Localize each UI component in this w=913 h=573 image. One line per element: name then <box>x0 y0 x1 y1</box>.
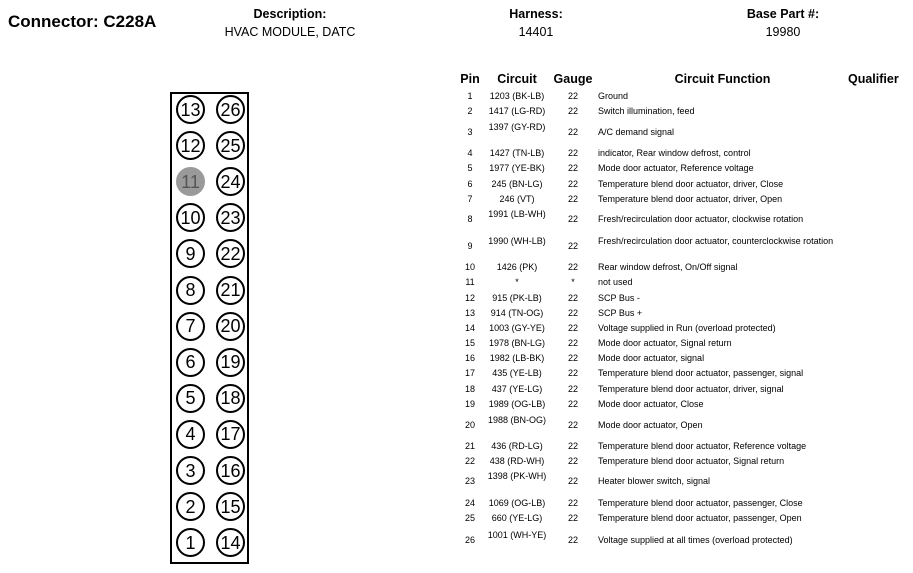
circuit-function: Temperature blend door actuator, passenger, Close <box>598 498 803 508</box>
column-header-pin: Pin <box>460 72 480 86</box>
connector-pin: 17 <box>216 420 245 449</box>
wire-gauge: 22 <box>567 498 578 508</box>
wire-gauge: 22 <box>567 476 578 486</box>
circuit-code: 915 (PK-LB) <box>492 293 542 303</box>
connector-pin: 4 <box>176 420 205 449</box>
wire-gauge: 22 <box>567 368 578 378</box>
wire-gauge: 22 <box>567 384 578 394</box>
pin-number: 12 <box>464 293 475 303</box>
column-header-qualifier: Qualifier <box>848 72 899 86</box>
connector-pin: 19 <box>216 348 245 377</box>
circuit-code: 1989 (OG-LB) <box>488 399 546 409</box>
pin-number: 17 <box>464 368 475 378</box>
pin-number: 11 <box>465 277 475 287</box>
connector-pin: 26 <box>216 95 245 124</box>
circuit-code: 1203 (BK-LB) <box>489 91 545 101</box>
wire-gauge: 22 <box>567 163 578 173</box>
pin-number: 10 <box>464 262 475 272</box>
circuit-function: Temperature blend door actuator, Signal return <box>598 456 785 466</box>
pin-number: 7 <box>467 194 473 204</box>
pin-number: 13 <box>464 308 475 318</box>
wire-gauge: 22 <box>567 399 578 409</box>
connector-pin: 25 <box>216 131 245 160</box>
column-header-circuit: Circuit <box>497 72 537 86</box>
circuit-function: Fresh/recirculation door actuator, clockwise rotation <box>598 214 804 224</box>
circuit-function: Ground <box>598 91 629 101</box>
circuit-code: 1417 (LG-RD) <box>488 106 546 116</box>
circuit-function: Mode door actuator, Reference voltage <box>598 163 754 173</box>
circuit-code: 1991 (LB-WH) <box>488 209 546 219</box>
pin-number: 2 <box>467 106 473 116</box>
circuit-function: A/C demand signal <box>598 127 675 137</box>
harness-value: 14401 <box>518 25 554 39</box>
circuit-code: 914 (TN-OG) <box>490 308 544 318</box>
circuit-code: 1001 (WH-YE) <box>487 530 547 540</box>
circuit-code: 246 (VT) <box>499 194 535 204</box>
circuit-function: Mode door actuator, Open <box>598 420 703 430</box>
pin-number: 5 <box>467 163 473 173</box>
wire-gauge: 22 <box>567 127 578 137</box>
connector-pin: 20 <box>216 312 245 341</box>
circuit-code: 1988 (BN-OG) <box>487 415 547 425</box>
circuit-function: Switch illumination, feed <box>598 106 695 116</box>
wire-gauge: 22 <box>567 441 578 451</box>
circuit-function: SCP Bus - <box>598 293 640 303</box>
circuit-function: not used <box>598 277 633 287</box>
wire-gauge: 22 <box>567 179 578 189</box>
wire-gauge: 22 <box>567 323 578 333</box>
connector-pin: 8 <box>176 276 205 305</box>
connector-pin: 22 <box>216 239 245 268</box>
pin-number: 4 <box>467 148 473 158</box>
connector-pin: 1 <box>176 528 205 557</box>
pin-number: 24 <box>464 498 475 508</box>
wire-gauge: 22 <box>567 148 578 158</box>
connector-pin: 6 <box>176 348 205 377</box>
wire-gauge: 22 <box>567 214 578 224</box>
wire-gauge: 22 <box>567 194 578 204</box>
pin-number: 20 <box>464 420 475 430</box>
circuit-code: 1397 (GY-RD) <box>488 122 546 132</box>
circuit-function: Temperature blend door actuator, passenger, signal <box>598 368 804 378</box>
connector-diagram <box>170 92 249 564</box>
circuit-code: 1069 (OG-LB) <box>488 498 546 508</box>
pin-number: 23 <box>464 476 475 486</box>
connector-title: Connector: C228A <box>8 12 157 31</box>
wire-gauge: 22 <box>567 106 578 116</box>
wire-gauge: 22 <box>567 456 578 466</box>
description-value: HVAC MODULE, DATC <box>224 25 356 39</box>
connector-pin: 12 <box>176 131 205 160</box>
wire-gauge: 22 <box>567 535 578 545</box>
circuit-code: 1003 (GY-YE) <box>489 323 545 333</box>
connector-pin: 23 <box>216 203 245 232</box>
wire-gauge: 22 <box>567 353 578 363</box>
circuit-code: 1426 (PK) <box>496 262 538 272</box>
connector-pin: 9 <box>176 239 205 268</box>
circuit-code: 438 (RD-WH) <box>489 456 545 466</box>
pin-number: 3 <box>467 127 473 137</box>
circuit-function: Temperature blend door actuator, Reference voltage <box>598 441 807 451</box>
circuit-code: 1977 (YE-BK) <box>489 163 545 173</box>
wire-gauge: 22 <box>567 262 578 272</box>
connector-pin: 3 <box>176 456 205 485</box>
circuit-code: * <box>515 277 519 287</box>
circuit-function: indicator, Rear window defrost, control <box>598 148 751 158</box>
base-part-label: Base Part #: <box>746 7 820 21</box>
circuit-function: Mode door actuator, Close <box>598 399 704 409</box>
pin-number: 8 <box>467 214 473 224</box>
connector-pin: 7 <box>176 312 205 341</box>
connector-pin: 21 <box>216 276 245 305</box>
pin-number: 1 <box>467 91 473 101</box>
harness-label: Harness: <box>509 7 563 21</box>
circuit-function: Mode door actuator, signal <box>598 353 705 363</box>
circuit-code: 1990 (WH-LB) <box>488 236 546 246</box>
circuit-function: Mode door actuator, Signal return <box>598 338 732 348</box>
column-header-circuit-function: Circuit Function <box>674 72 771 86</box>
pin-number: 18 <box>464 384 475 394</box>
circuit-code: 1978 (BN-LG) <box>488 338 546 348</box>
connector-pin: 13 <box>176 95 205 124</box>
description-label: Description: <box>253 7 327 21</box>
wire-gauge: 22 <box>567 338 578 348</box>
circuit-function: Temperature blend door actuator, passenger, Open <box>598 513 802 523</box>
circuit-function: Temperature blend door actuator, driver, Open <box>598 194 783 204</box>
circuit-code: 1427 (TN-LB) <box>489 148 545 158</box>
circuit-function: Voltage supplied in Run (overload protected) <box>598 323 776 333</box>
connector-pin: 11 <box>176 167 205 196</box>
pin-number: 15 <box>464 338 475 348</box>
circuit-code: 435 (YE-LB) <box>492 368 542 378</box>
connector-pin: 14 <box>216 528 245 557</box>
pin-number: 21 <box>464 441 475 451</box>
circuit-function: Rear window defrost, On/Off signal <box>598 262 738 272</box>
wire-gauge: 22 <box>567 420 578 430</box>
circuit-function: Temperature blend door actuator, driver, Close <box>598 179 784 189</box>
pin-number: 14 <box>464 323 475 333</box>
connector-pin: 24 <box>216 167 245 196</box>
pin-number: 19 <box>464 399 475 409</box>
wire-gauge: * <box>571 277 575 287</box>
circuit-code: 1982 (LB-BK) <box>489 353 545 363</box>
circuit-function: Heater blower switch, signal <box>598 476 711 486</box>
pin-number: 22 <box>464 456 475 466</box>
wire-gauge: 22 <box>567 241 578 251</box>
connector-pin: 15 <box>216 492 245 521</box>
pin-number: 6 <box>467 179 473 189</box>
circuit-code: 660 (YE-LG) <box>491 513 543 523</box>
circuit-function: Fresh/recirculation door actuator, counterclockwise rotation <box>598 236 834 246</box>
wire-gauge: 22 <box>567 308 578 318</box>
pin-number: 26 <box>464 535 475 545</box>
circuit-code: 1398 (PK-WH) <box>487 471 547 481</box>
pin-number: 16 <box>464 353 475 363</box>
circuit-function: Temperature blend door actuator, driver, signal <box>598 384 784 394</box>
circuit-code: 436 (RD-LG) <box>491 441 543 451</box>
pin-number: 9 <box>467 241 473 251</box>
circuit-code: 245 (BN-LG) <box>491 179 543 189</box>
connector-pin: 2 <box>176 492 205 521</box>
connector-pin: 18 <box>216 384 245 413</box>
circuit-code: 437 (YE-LG) <box>491 384 543 394</box>
column-header-gauge: Gauge <box>553 72 593 86</box>
connector-pin: 10 <box>176 203 205 232</box>
connector-pin: 16 <box>216 456 245 485</box>
pin-number: 25 <box>464 513 475 523</box>
base-part-value: 19980 <box>765 25 801 39</box>
circuit-function: Voltage supplied at all times (overload protected) <box>598 535 793 545</box>
wire-gauge: 22 <box>567 513 578 523</box>
wire-gauge: 22 <box>567 91 578 101</box>
wire-gauge: 22 <box>567 293 578 303</box>
connector-pin: 5 <box>176 384 205 413</box>
circuit-function: SCP Bus + <box>598 308 643 318</box>
